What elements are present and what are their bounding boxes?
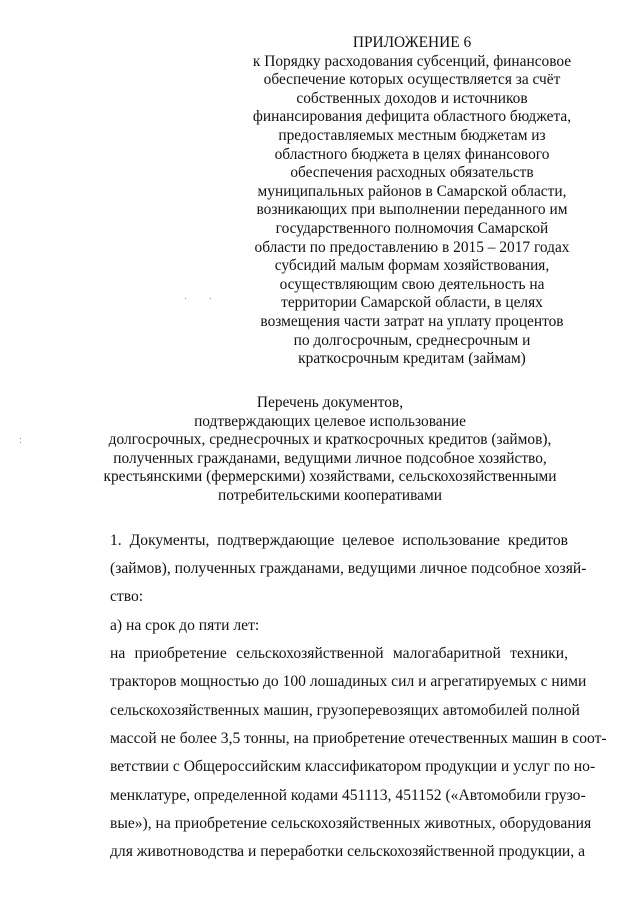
body-line: массой не более 3,5 тонны, на приобретение отечественных машин в соот- xyxy=(110,730,607,747)
body-line: 1. Документы, подтверждающие целевое использование кредитов xyxy=(110,532,568,549)
appendix-line: областного бюджета в целях финансового xyxy=(274,145,550,163)
appendix-line: финансирования дефицита областного бюджета, xyxy=(252,108,572,126)
title-line: потребительскими кооперативами xyxy=(218,486,442,504)
scan-speck xyxy=(20,438,21,439)
appendix-line: области по предоставлению в 2015 – 2017 годах xyxy=(254,238,570,256)
title-line: долгосрочных, среднесрочных и краткосрочных кредитов (займов), xyxy=(108,431,552,449)
scan-speck xyxy=(185,298,186,299)
appendix-line: возникающих при выполнении переданного им xyxy=(256,201,568,219)
appendix-line: возмещения части затрат на уплату процентов xyxy=(260,312,564,330)
appendix-line: субсидий малым формам хозяйствования, xyxy=(274,257,550,275)
body-line: для животноводства и переработки сельскохозяйственной продукции, а xyxy=(110,843,585,860)
body-line: (займов), полученных гражданами, ведущими личное подсобное хозяй- xyxy=(110,560,587,577)
body-line: тракторов мощностью до 100 лошадиных сил и агрегатируемых с ними xyxy=(110,673,587,690)
appendix-line: к Порядку расходования субсенций, финансовое xyxy=(252,52,572,70)
appendix-line: обеспечения расходных обязательств xyxy=(290,164,534,182)
appendix-line: государственного полномочия Самарской xyxy=(275,219,549,237)
appendix-line: собственных доходов и источников xyxy=(296,89,528,107)
body-line: сельскохозяйственных машин, грузоперевозящих автомобилей полной xyxy=(110,702,580,719)
body-line: вые»), на приобретение сельскохозяйственных животных, оборудования xyxy=(110,815,592,832)
body-line: менклатуре, определенной кодами 451113, 451152 («Автомобили грузо- xyxy=(110,787,586,804)
appendix-line: осуществляющим свою деятельность на xyxy=(279,275,545,293)
appendix-line: предоставляемых местным бюджетам из xyxy=(278,126,546,144)
body-line: ство: xyxy=(110,588,144,605)
appendix-line: муниципальных районов в Самарской области, xyxy=(257,182,567,200)
appendix-heading: ПРИЛОЖЕНИЕ 6 xyxy=(352,34,472,51)
document-title xyxy=(60,394,600,506)
title-line: полученных гражданами, ведущими личное подсобное хозяйство, xyxy=(113,449,547,467)
appendix-line: по долгосрочным, среднесрочным и xyxy=(293,331,531,349)
body-line: ветствии с Общероссийским классификатором продукции и услуг по но- xyxy=(110,758,596,775)
appendix-header xyxy=(238,34,586,369)
appendix-line: краткосрочным кредитам (займам) xyxy=(298,350,526,368)
body-line: на приобретение сельскохозяйственной малогабаритной техники, xyxy=(110,645,568,662)
appendix-line: обеспечение которых осуществляется за счёт xyxy=(263,71,561,89)
title-line: Перечень документов, xyxy=(256,394,404,411)
title-line: крестьянскими (фермерскими) хозяйствами, сельскохозяйственными xyxy=(103,468,557,486)
appendix-line: территории Самарской области, в целях xyxy=(281,294,543,312)
title-line: подтверждающих целевое использование xyxy=(194,412,466,430)
scan-speck xyxy=(210,298,211,299)
scan-speck xyxy=(20,442,21,443)
body-line: а) на срок до пяти лет: xyxy=(110,617,260,634)
